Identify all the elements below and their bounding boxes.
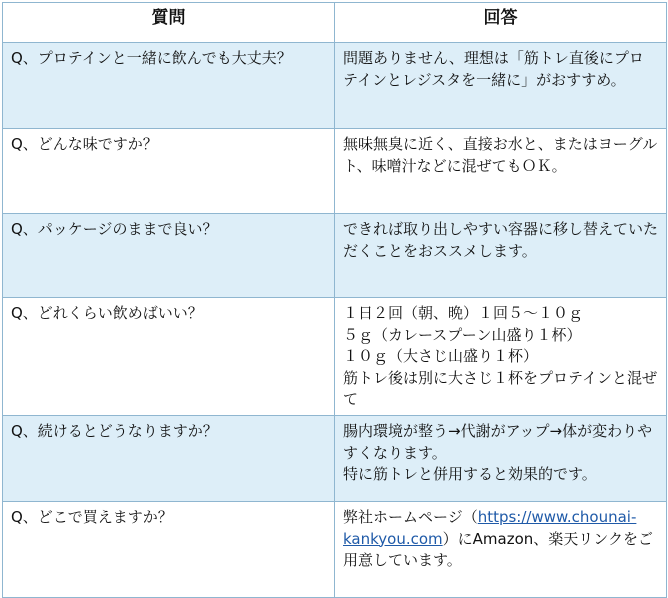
question-text: Q、どれくらい飲めばいい？: [11, 304, 203, 322]
answer-cell: [335, 416, 667, 502]
question-text: Q、続けるとどうなりますか？: [11, 422, 218, 440]
answer-line: ５ｇ（カレースプーン山盛り１杯）: [343, 325, 582, 344]
answer-line: 特に筋トレと併用すると効果的です。: [343, 465, 597, 483]
faq-table: [2, 2, 667, 598]
answer-text: 無味無臭に近く、直接お水と、またはヨーグルト、味噌汁などに混ぜてもＯＫ。: [343, 135, 658, 175]
question-text: Q、プロテインと一緒に飲んでも大丈夫？: [11, 49, 292, 67]
answer-cell: [335, 129, 667, 214]
answer-cell: [335, 214, 667, 298]
answer-line: 腸内環境が整う→代謝がアップ→体が変わりやすくなります。: [343, 422, 653, 462]
faq-row: [3, 416, 667, 502]
faq-row: [3, 43, 667, 129]
answer-text-before: 弊社ホームページ（: [343, 508, 478, 526]
faq-row: [3, 129, 667, 214]
answer-cell: [335, 502, 667, 598]
answer-column-header: 回答: [335, 3, 667, 43]
answer-text: [335, 502, 666, 576]
answer-line: １日２回（朝、晩）１回５～１０ｇ: [343, 304, 584, 322]
faq-row: [3, 214, 667, 298]
question-cell: [3, 214, 335, 298]
question-cell: [3, 298, 335, 416]
homepage-link[interactable]: https://www.chounai-kankyou.com: [343, 508, 637, 548]
question-cell: [3, 416, 335, 502]
answer-text: 問題ありません、理想は「筋トレ直後にプロテインとレジスタを一緒に」がおすすめ。: [343, 49, 644, 89]
question-column-header: 質問: [3, 3, 335, 43]
answer-cell: [335, 43, 667, 129]
faq-row: [3, 502, 667, 598]
question-cell: [3, 43, 335, 129]
question-text: Q、パッケージのままで良い？: [11, 220, 218, 238]
header-row: [3, 3, 667, 43]
question-text: Q、どんな味ですか？: [11, 135, 158, 153]
question-cell: [3, 129, 335, 214]
question-text: Q、どこで買えますか？: [11, 508, 173, 526]
answer-text-after: ）にAmazon、楽天リンクをご用意しています。: [343, 529, 653, 569]
answer-line: １０ｇ（大さじ山盛り１杯）: [343, 347, 539, 365]
faq-row: [3, 298, 667, 416]
answer-cell: [335, 298, 667, 416]
answer-text: できれば取り出しやすい容器に移し替えていただくことをおススメします。: [343, 220, 659, 260]
answer-line: 筋トレ後は別に大さじ１杯をプロテインと混ぜて: [343, 368, 657, 408]
question-cell: [3, 502, 335, 598]
